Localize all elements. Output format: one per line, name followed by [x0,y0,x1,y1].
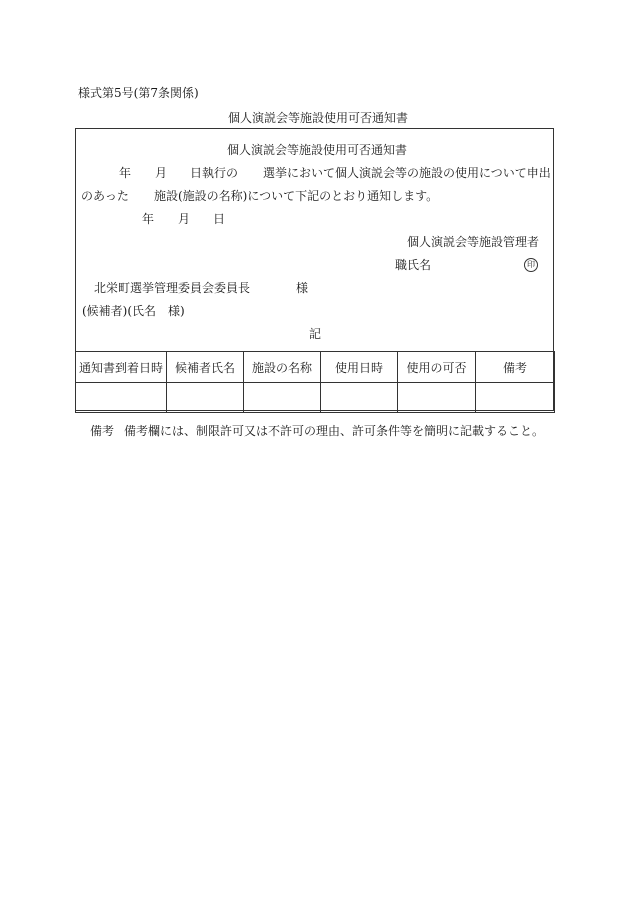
cell-candidate-name[interactable] [167,383,244,413]
table-row [76,383,555,413]
candidate-line: (候補者)(氏名 様) [82,304,185,318]
note-label: 備考 [90,424,115,438]
header-usage-datetime: 使用日時 [321,352,398,383]
inner-title: 個人演説会等施設使用可否通知書 [227,143,408,157]
note-text: 備考欄には、制限許可又は不許可の理由、許可条件等を簡明に記載すること。 [124,424,545,438]
header-remarks: 備考 [476,352,555,383]
records-table [75,351,555,413]
addressee-line: 北栄町選挙管理委員会委員長 [94,281,251,295]
date-day: 日 [213,212,226,226]
cell-arrival-datetime[interactable] [76,383,167,413]
date-month: 月 [178,212,191,226]
form-number: 様式第5号(第7条関係) [78,86,199,100]
date-year: 年 [142,212,155,226]
header-facility-name: 施設の名称 [244,352,321,383]
header-candidate-name: 候補者氏名 [167,352,244,383]
issuer-name-label: 職氏名 [395,258,432,272]
body-day-held: 日執行の [190,166,239,180]
cell-approval[interactable] [398,383,476,413]
header-approval: 使用の可否 [398,352,476,383]
body-month: 月 [155,166,168,180]
body-line2-head: のあった [81,189,129,203]
outer-title: 個人演説会等施設使用可否通知書 [228,111,409,125]
body-line1-tail: 選挙において個人演説会等の施設の使用について申出 [263,166,551,180]
body-line2-tail: 施設(施設の名称)について下記のとおり通知します。 [154,189,439,203]
cell-remarks[interactable] [476,383,555,413]
cell-facility-name[interactable] [244,383,321,413]
addressee-honorific: 様 [296,281,309,295]
ki-label: 記 [309,327,322,341]
issuer-title: 個人演説会等施設管理者 [407,235,540,249]
cell-usage-datetime[interactable] [321,383,398,413]
header-arrival-datetime: 通知書到着日時 [76,352,167,383]
table-header-row [76,352,555,383]
body-year: 年 [119,166,132,180]
seal-mark: 印 [524,258,538,272]
